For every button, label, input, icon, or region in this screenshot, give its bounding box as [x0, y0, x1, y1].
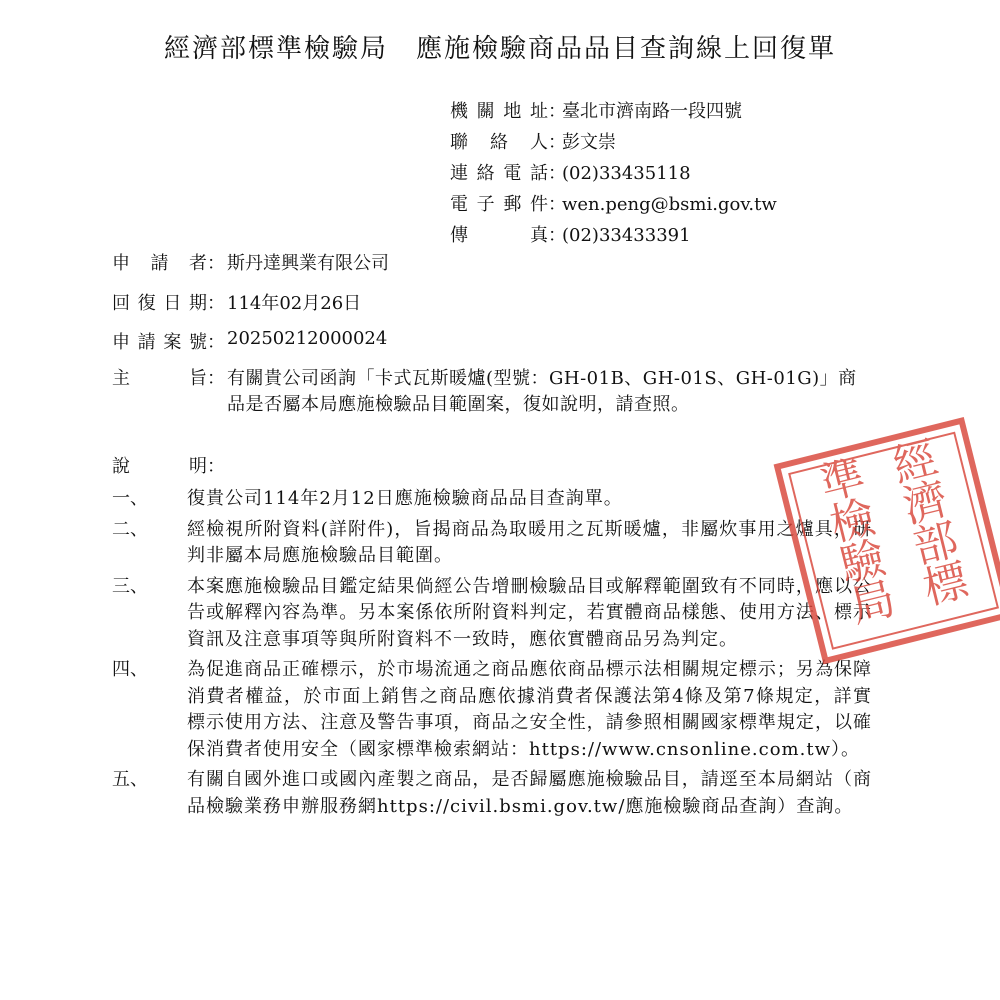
address-label: 機關地址: [450, 101, 548, 122]
contact-person: 聯 絡 人 ： 彭文崇: [450, 127, 777, 158]
contact-email: 電子郵件 ： wen.peng@bsmi.gov.tw: [450, 189, 777, 220]
applicant-row: 申 請 者 ： 斯丹達興業有限公司: [112, 249, 389, 275]
item-number: 三、: [112, 575, 148, 597]
seal-character: 驗: [835, 532, 891, 593]
seal-character: 標: [918, 554, 974, 615]
item-text: 復貴公司114年2月12日應施檢驗商品品目查詢單。: [187, 488, 623, 509]
item-text: 為促進商品正確標示，於市場流通之商品應依商品標示法相關規定標示；另為保障消費者權益，於市面上銷售之商品應依據消費者保護法第4條及第7條規定，詳實標示使用方法、注意及警告事項，商品之安全性，請參照相關國家標準規定，以確保消費者使用安全（國家標準檢索網站：https://www.cnsonline.com.tw）。: [187, 659, 872, 760]
contact-phone: 連絡電話 ： (02)33435118: [450, 158, 777, 189]
applicant-value: 斯丹達興業有限公司: [227, 253, 389, 274]
email-value: wen.peng@bsmi.gov.tw: [562, 194, 777, 215]
person-value: 彭文崇: [562, 132, 616, 153]
item-number: 一、: [112, 488, 148, 509]
seal-character: 檢: [825, 491, 881, 552]
email-label: 電子郵件: [450, 194, 548, 215]
explanation-list: [112, 486, 872, 824]
phone-label: 連絡電話: [450, 163, 548, 184]
reply-date-row: 回復日期 ： 114年02月26日: [112, 289, 361, 315]
item-text: 有關自國外進口或國內產製之商品，是否歸屬應施檢驗品目，請逕至本局網站（商品檢驗業務申辦服務網https://civil.bsmi.gov.tw/應施檢驗商品查詢）查詢。: [187, 769, 872, 817]
explanation-row: 說 明 ：: [112, 452, 227, 478]
seal-character: 準: [815, 450, 871, 511]
applicant-label: 申 請 者: [112, 253, 207, 274]
list-item: [112, 767, 872, 820]
fax-value: (02)33433391: [562, 225, 691, 246]
address-value: 臺北市濟南路一段四號: [562, 101, 742, 122]
seal-character: 部: [908, 514, 964, 575]
case-no-label: 申請案號: [112, 332, 207, 353]
case-no-row: 申請案號 ： 20250212000024: [112, 328, 388, 353]
case-no-value: 20250212000024: [227, 328, 388, 349]
item-text: 經檢視所附資料(詳附件)，旨揭商品為取暖用之瓦斯暖爐，非屬炊事用之爐具，研判非屬本局應施檢驗品目範圍。: [187, 518, 872, 566]
subject-text: 有關貴公司函詢「卡式瓦斯暖爐(型號：GH-01B、GH-01S、GH-01G)」商品是否屬本局應施檢驗品目範圍案，復如說明，請查照。: [227, 368, 857, 415]
reply-date-value: 114年02月26日: [227, 293, 362, 314]
explanation-label: 說 明: [112, 456, 207, 477]
subject-label: 主 旨: [112, 368, 207, 389]
item-number: 二、: [112, 518, 148, 540]
subject-row: 主 旨 ： 有關貴公司函詢「卡式瓦斯暖爐(型號：GH-01B、GH-01S、GH-01G)」商品是否屬本局應施檢驗品目範圍案，復如說明，請查照。: [112, 366, 872, 418]
seal-character: 濟: [897, 473, 954, 534]
item-number: 四、: [112, 659, 148, 680]
seal-character: 局: [845, 572, 901, 634]
list-item: [112, 657, 872, 763]
list-item: [112, 517, 872, 570]
seal-character: 經: [887, 432, 943, 493]
list-item: [112, 574, 872, 654]
item-text: 本案應施檢驗品目鑑定結果倘經公告增刪檢驗品目或解釋範圍致有不同時，應以公告或解釋內容為準。另本案係依所附資料判定，若實體商品樣態、使用方法、標示資訊及注意事項等與所附資料不一致時，應依實體商品另為判定。: [187, 575, 872, 650]
contact-fax: 傳 真 ： (02)33433391: [450, 220, 777, 251]
list-item: [112, 486, 872, 513]
person-label: 聯 絡 人: [450, 132, 548, 153]
contact-address: 機關地址 ： 臺北市濟南路一段四號: [450, 96, 777, 127]
item-number: 五、: [112, 769, 148, 790]
phone-value: (02)33435118: [562, 163, 691, 184]
fax-label: 傳 真: [450, 225, 548, 246]
page-title: 經濟部標準檢驗局 應施檢驗商品品目查詢線上回復單: [163, 34, 836, 64]
contact-block: [450, 96, 777, 251]
reply-date-label: 回復日期: [112, 293, 207, 314]
